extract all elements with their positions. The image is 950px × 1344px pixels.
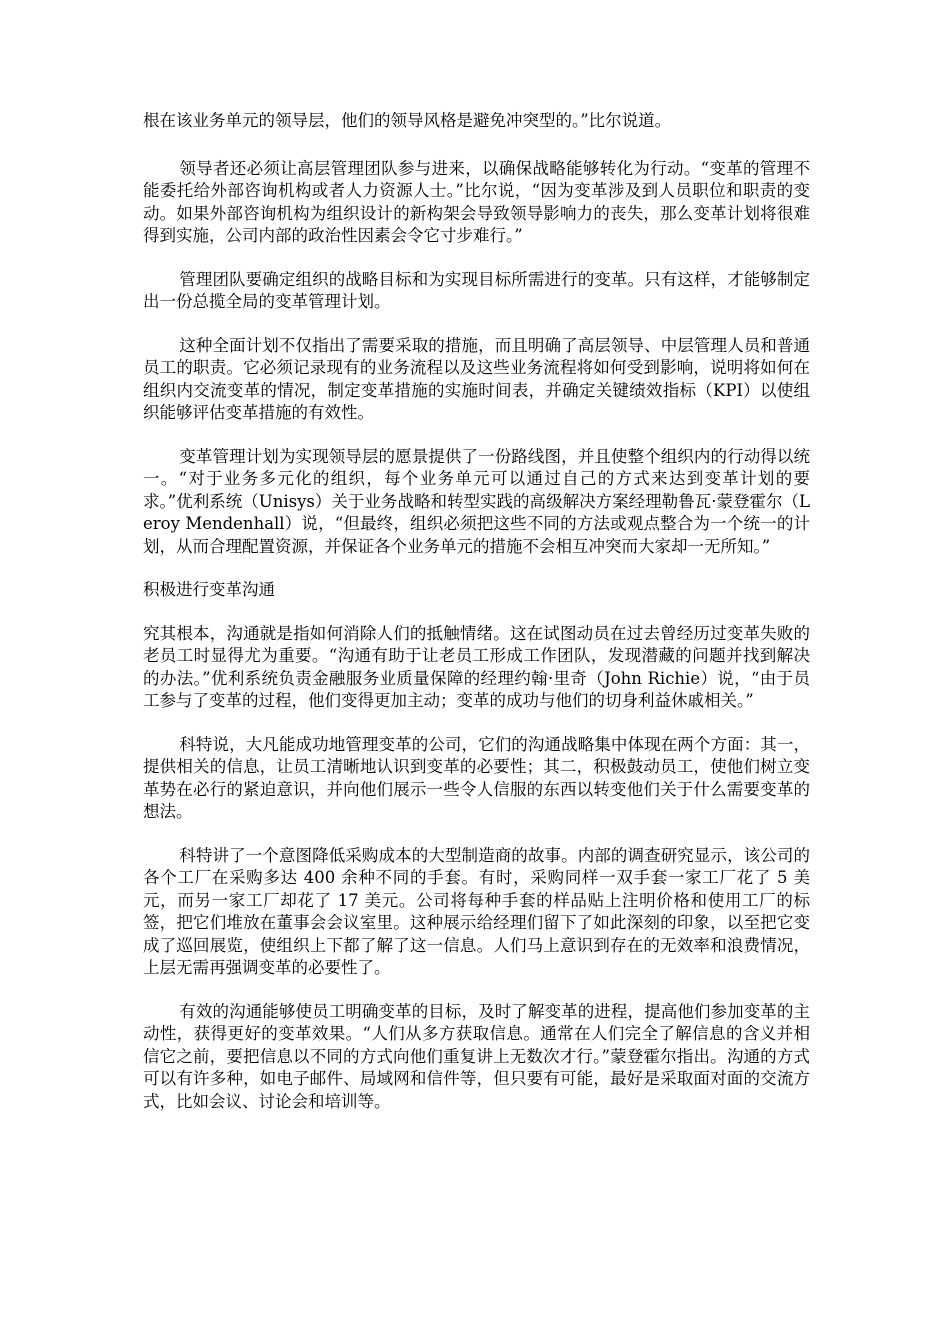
document-body (143, 110, 810, 1134)
paragraph-leadership-style: 根在该业务单元的领导层，他们的领导风格是避免冲突型的。”比尔说道。 (143, 111, 672, 130)
paragraph-communication: 究其根本，沟通就是指如何消除人们的抵触情绪。这在试图动员在过去曾经历过变革失败的老员工时显得尤为重要。“沟通有助于让老员工形成工作团队，发现潜藏的问题并找到解决的办法。”优利系统负责金融服务业质量保障的经理约翰·里奇（John Richie）说，“由于员工参与了变革的过程，他们变得更加主动；变革的成功与他们的切身利益休戚相关。” (143, 623, 810, 710)
paragraph-effective-communication: 有效的沟通能够使员工明确变革的目标，及时了解变革的进程，提高他们参加变革的主动性，获得更好的变革效果。“人们从多方获取信息。通常在人们完全了解信息的含义并相信它之前，要把信息以不同的方式向他们重复讲上无数次才行。”蒙登霍尔指出。沟通的方式可以有许多种，如电子邮件、局域网和信件等，但只要有可能，最好是采取面对面的交流方式，比如会议、讨论会和培训等。 (143, 1001, 810, 1111)
paragraph-comprehensive-plan: 这种全面计划不仅指出了需要采取的措施，而且明确了高层领导、中层管理人员和普通员工的职责。它必须记录现有的业务流程以及这些业务流程将如何受到影响，说明将如何在组织内交流变革的情况，制定变革措施的实施时间表，并确定关键绩效指标（KPI）以使组织能够评估变革措施的有效性。 (143, 335, 810, 422)
paragraph-kotter-strategy: 科特说，大凡能成功地管理变革的公司，它们的沟通战略集中体现在两个方面：其一，提供相关的信息，让员工清晰地认识到变革的必要性；其二，积极鼓动员工，使他们树立变革势在必行的紧迫意识，并向他们展示一些令人信服的东西以转变他们关于什么需要变革的想法。 (143, 734, 810, 821)
paragraph-senior-management: 领导者还必须让高层管理团队参与进来，以确保战略能够转化为行动。“变革的管理不能委托给外部咨询机构或者人力资源人士。”比尔说，“因为变革涉及到人员职位和职责的变动。如果外部咨询机构为组织设计的新构架会导致领导影响力的丧失，那么变革计划将很难得到实施，公司内部的政治性因素会令它寸步难行。” (143, 158, 810, 245)
section-heading: 积极进行变革沟通 (143, 580, 275, 599)
paragraph-gloves-story: 科特讲了一个意图降低采购成本的大型制造商的故事。内部的调查研究显示，该公司的各个工厂在采购多达 400 余种不同的手套。有时，采购同样一双手套一家工厂花了 5 美元，而另一家工厂却花了 17 美元。公司将每种手套的样品贴上注明价格和使用工厂的标签，把它们堆放在董事会会议室里。这种展示给经理们留下了如此深刻的印象，以至把它变成了巡回展览，使组织上下都了解了这一信息。人们马上意识到存在的无效率和浪费情况，上层无需再强调变革的必要性了。 (143, 845, 810, 977)
paragraph-strategic-goals: 管理团队要确定组织的战略目标和为实现目标所需进行的变革。只有这样，才能够制定出一份总揽全局的变革管理计划。 (143, 269, 810, 311)
paragraph-roadmap: 变革管理计划为实现领导层的愿景提供了一份路线图，并且使整个组织内的行动得以统一。“对于业务多元化的组织，每个业务单元可以通过自己的方式来达到变革计划的要求。”优利系统（Unisys）关于业务战略和转型实践的高级解决方案经理勒鲁瓦·蒙登霍尔（Leroy Mendenhall）说，“但最终，组织必须把这些不同的方法或观点整合为一个统一的计划，从而合理配置资源，并保证各个业务单元的措施不会相互冲突而大家却一无所知。” (143, 446, 810, 556)
